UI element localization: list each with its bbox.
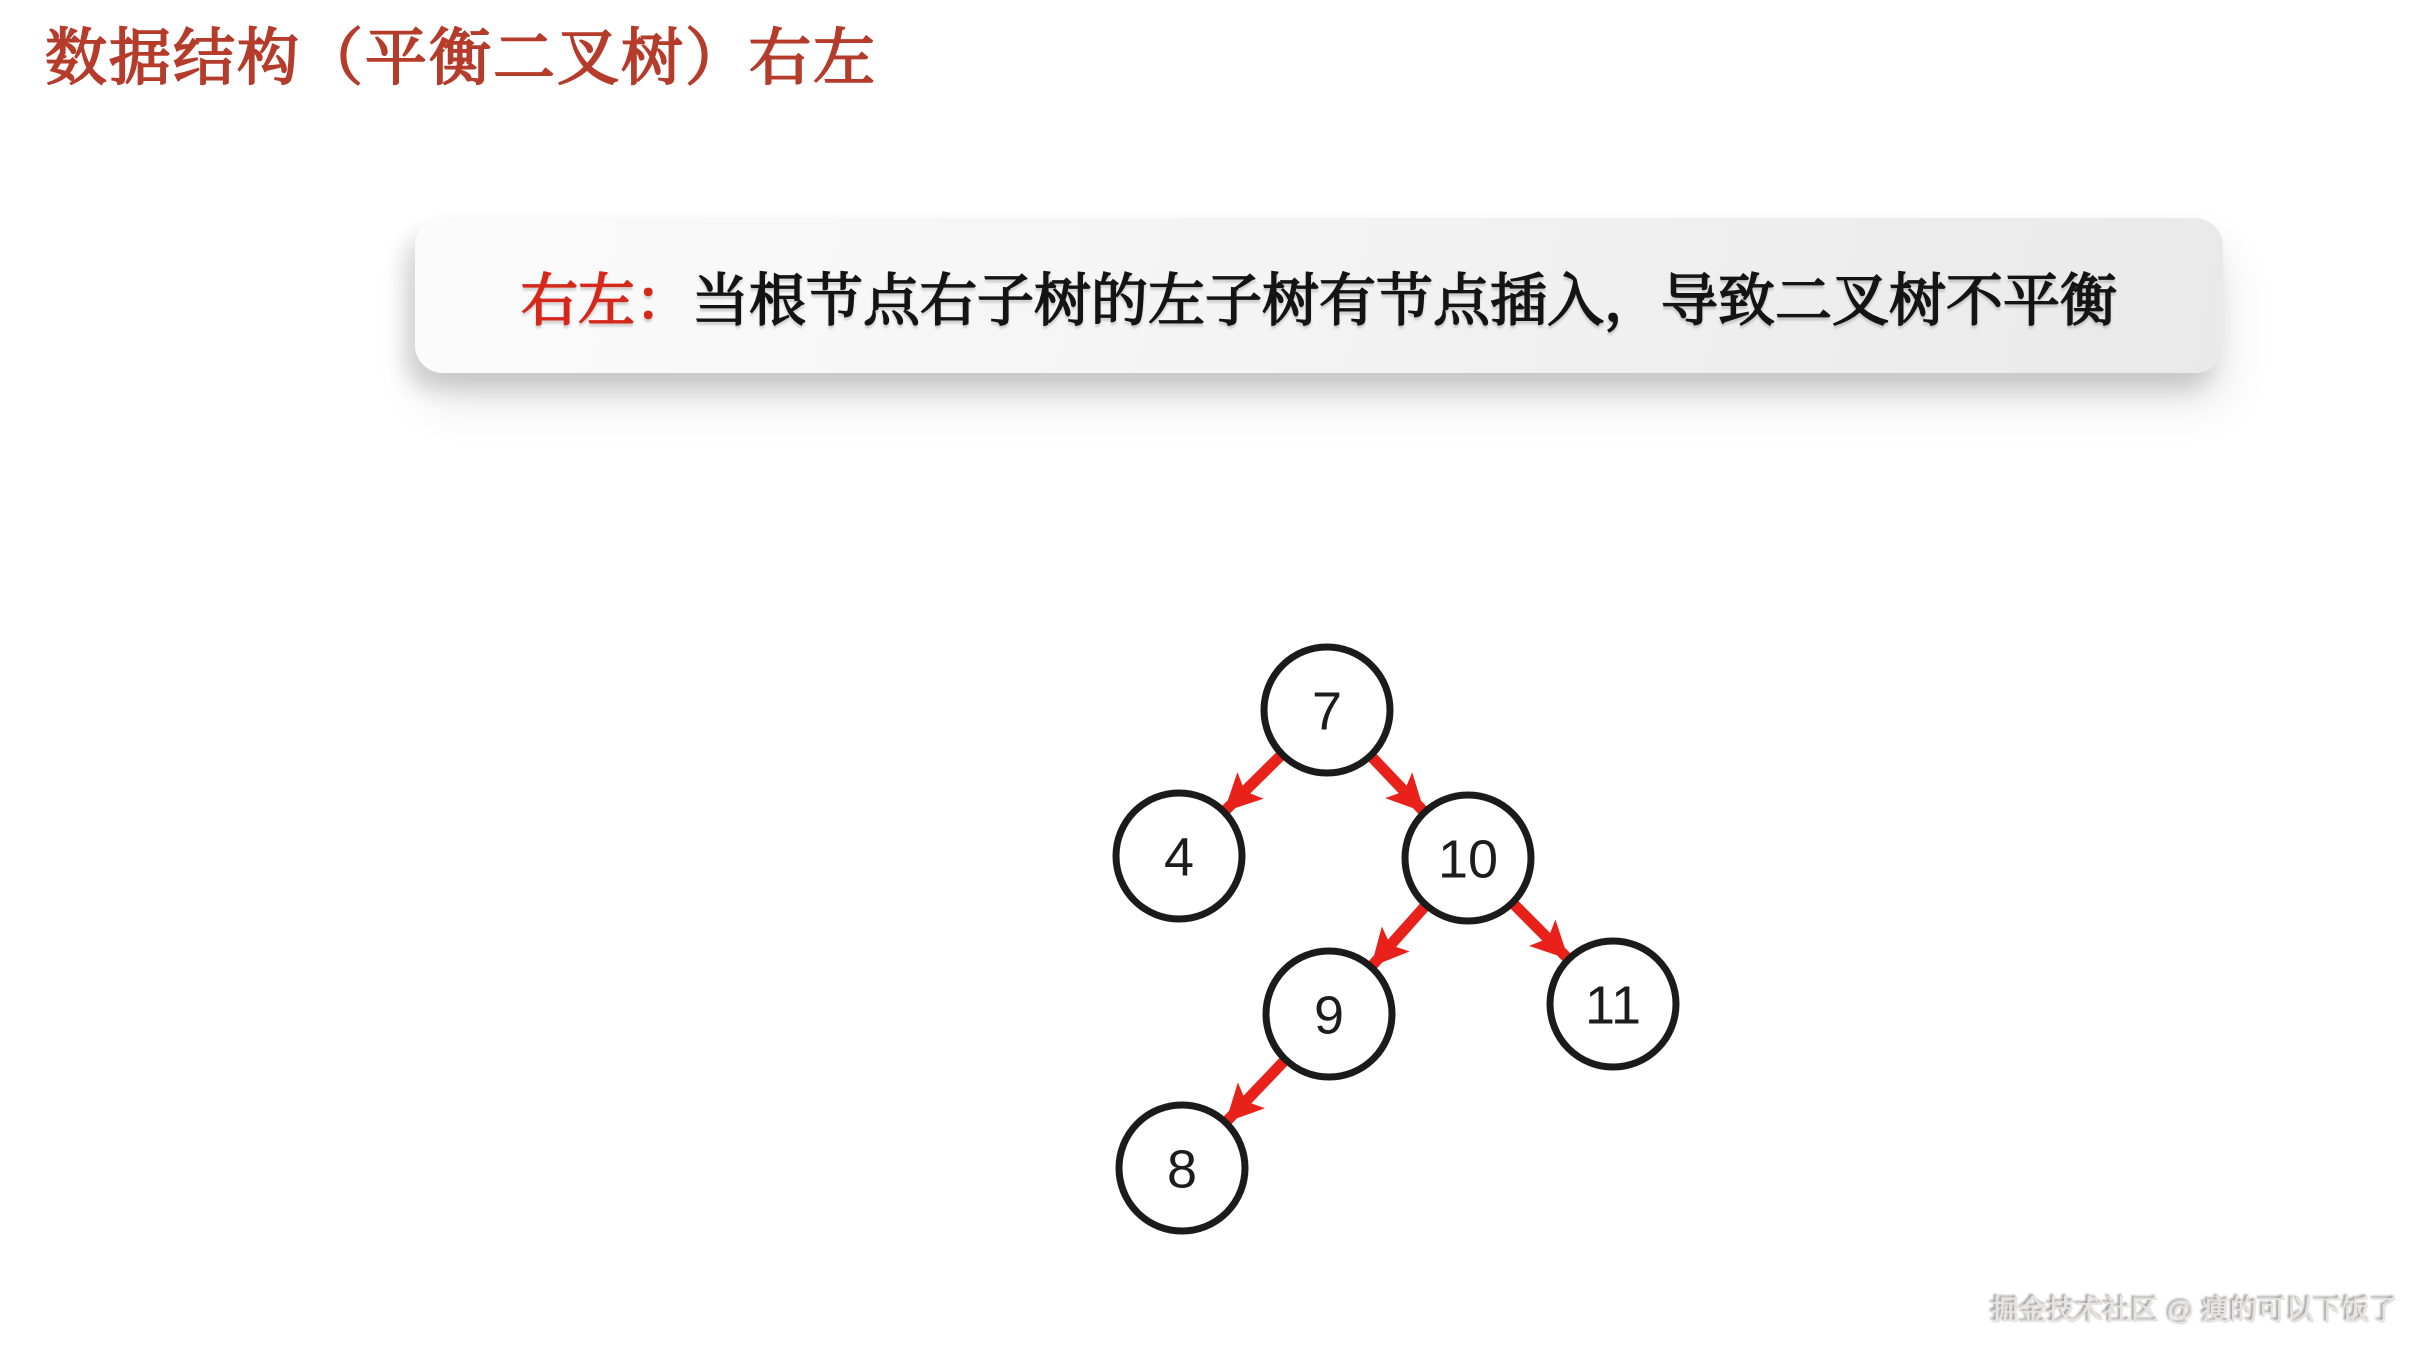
tree-node-7 <box>1264 647 1390 773</box>
tree-node-11 <box>1550 941 1676 1067</box>
tree-edge-7-4 <box>1225 751 1285 810</box>
tree-node-10 <box>1405 795 1531 921</box>
node-value: 11 <box>1584 975 1642 1036</box>
tree-edge-9-8 <box>1227 1057 1288 1121</box>
node-value: 4 <box>1163 827 1195 888</box>
tree-edge-10-9 <box>1372 902 1429 965</box>
callout-label: 右左： <box>521 268 692 333</box>
node-value: 9 <box>1313 985 1345 1046</box>
tree-node-4 <box>1116 793 1242 919</box>
page-title: 数据结构（平衡二叉树）右左 <box>45 24 878 93</box>
node-value: 10 <box>1437 829 1499 890</box>
tree-node-9 <box>1266 951 1392 1077</box>
watermark: 掘金技术社区 @ 瘦的可以下饭了 <box>1991 1295 2398 1326</box>
tree-edge-7-10 <box>1368 753 1424 811</box>
node-value: 8 <box>1166 1139 1198 1200</box>
node-value: 7 <box>1311 681 1343 742</box>
tree-node-8 <box>1119 1105 1245 1231</box>
callout-body: 当根节点右子树的左子树有节点插入，导致二叉树不平衡 <box>692 268 2117 333</box>
tree-edge-10-11 <box>1510 900 1568 958</box>
